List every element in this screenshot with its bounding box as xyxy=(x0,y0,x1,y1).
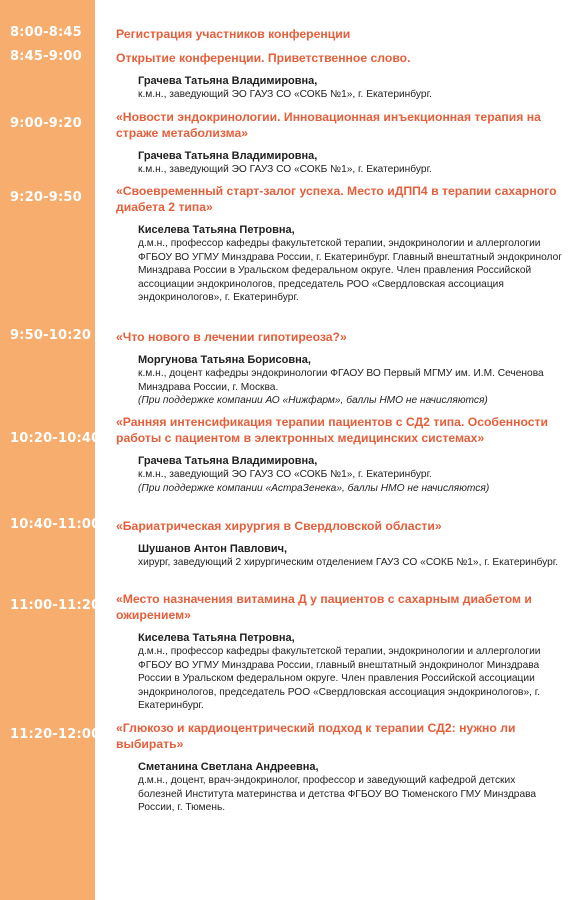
session-time: 10:20-10:40 xyxy=(10,431,101,446)
speaker xyxy=(138,223,562,305)
speaker-description: к.м.н., доцент кафедры эндокринологии ФГАОУ ВО Первый МГМУ им. И.М. Сеченова Минздрава России, г. Москва. xyxy=(138,368,544,393)
session-title: «Своевременный старт-залог успеха. Место иДПП4 в терапии сахарного диабета 2 типа» xyxy=(116,184,557,214)
session-time: 11:20-12:00 xyxy=(10,727,101,742)
speaker-description: к.м.н., заведующий ЭО ГАУЗ СО «СОКБ №1», г. Екатеринбург. xyxy=(138,89,432,100)
speaker xyxy=(138,74,562,102)
session xyxy=(116,26,562,42)
speaker xyxy=(138,149,562,177)
speaker-description: д.м.н., профессор кафедры факультетской терапии, эндокринологии и аллергологии ФГБОУ ВО УГМУ Минздрава России, главный внештатный эндокринолог Минздрава России в Уральском федеральном округе. Член правления Российской ассоциации эндокринологов, председатель РОО «Свердловская ассоциация эндокринологов», г. Екатеринбург. xyxy=(138,646,541,711)
speaker-name: Грачева Татьяна Владимировна, xyxy=(138,150,318,162)
speaker-name: Киселева Татьяна Петровна, xyxy=(138,632,295,644)
speaker-description: д.м.н., доцент, врач-эндокринолог, профессор и заведующий кафедрой детских болезней Института материнства и детства ФГБОУ ВО Тюменского ГМУ Минздрава России, г. Тюмень. xyxy=(138,775,537,813)
session xyxy=(116,183,562,305)
session xyxy=(116,720,562,815)
session-time: 9:00-9:20 xyxy=(10,116,82,131)
speaker-description: к.м.н., заведующий ЭО ГАУЗ СО «СОКБ №1», г. Екатеринбург. xyxy=(138,164,432,175)
speaker-description: к.м.н., заведующий ЭО ГАУЗ СО «СОКБ №1», г. Екатеринбург. xyxy=(138,469,432,480)
session xyxy=(116,109,562,177)
session-title: Открытие конференции. Приветственное слово. xyxy=(116,51,411,65)
session-title: «Глюкозо и кардиоцентрический подход к терапии СД2: нужно ли выбирать» xyxy=(116,721,516,751)
session-time: 9:50-10:20 xyxy=(10,328,92,343)
speaker xyxy=(138,631,562,713)
session-title: «Что нового в лечении гипотиреоза?» xyxy=(116,330,347,344)
session-title: Регистрация участников конференции xyxy=(116,27,351,41)
sponsor-note: (При поддержке компании «АстраЗенека», баллы НМО не начисляются) xyxy=(138,482,490,494)
session-time: 8:45-9:00 xyxy=(10,49,82,64)
speaker-name: Моргунова Татьяна Борисовна, xyxy=(138,354,311,366)
session-time: 9:20-9:50 xyxy=(10,190,82,205)
time-column xyxy=(0,0,95,900)
session xyxy=(116,329,562,408)
speaker xyxy=(138,454,562,495)
session-title: «Бариатрическая хирургия в Свердловской области» xyxy=(116,519,442,533)
speaker-name: Грачева Татьяна Владимировна, xyxy=(138,75,318,87)
speaker-name: Грачева Татьяна Владимировна, xyxy=(138,455,318,467)
speaker-name: Шушанов Антон Павлович, xyxy=(138,543,288,555)
speaker-name: Киселева Татьяна Петровна, xyxy=(138,224,295,236)
speaker xyxy=(138,760,562,815)
session-time: 8:00-8:45 xyxy=(10,25,82,40)
session xyxy=(116,414,562,495)
speaker xyxy=(138,542,562,570)
speaker xyxy=(138,353,562,408)
session-title: «Ранняя интенсификация терапии пациентов с СД2 типа. Особенности работы с пациентом в электронных медицинских системах» xyxy=(116,415,548,445)
speaker-description: хирург, заведующий 2 хирургическим отделением ГАУЗ СО «СОКБ №1», г. Екатеринбург. xyxy=(138,557,559,568)
session-time: 11:00-11:20 xyxy=(10,598,101,613)
session xyxy=(116,591,562,713)
speaker-description: д.м.н., профессор кафедры факультетской терапии, эндокринологии и аллергологии ФГБОУ ВО УГМУ Минздрава России, г. Екатеринбург. Главный внештатный эндокринолог Минздрава России в Уральском федеральном округе. Член правления Российской ассоциации эндокринологов, председатель РОО «Свердловская ассоциация эндокринологов», г. Екатеринбург. xyxy=(138,238,562,303)
session-title: «Новости эндокринологии. Инновационная инъекционная терапия на страже метаболизма» xyxy=(116,110,541,140)
session-title: «Место назначения витамина Д у пациентов с сахарным диабетом и ожирением» xyxy=(116,592,532,622)
session-time: 10:40-11:00 xyxy=(10,517,101,532)
session xyxy=(116,518,562,570)
session xyxy=(116,50,562,102)
speaker-name: Сметанина Светлана Андреевна, xyxy=(138,761,319,773)
sponsor-note: (При поддержке компании АО «Нижфарм», баллы НМО не начисляются) xyxy=(138,395,488,406)
